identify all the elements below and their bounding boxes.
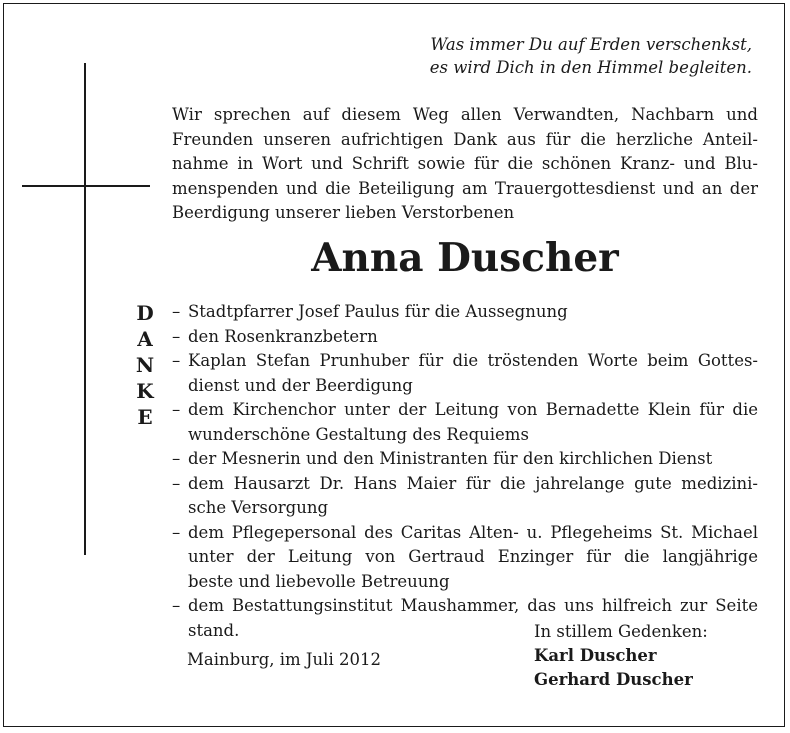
thanks-item [172,521,758,595]
thanks-line: stand. [188,620,240,640]
thanks-line: unter der Leitung von Gertraud Enzinger für die langjährige [188,547,758,566]
dash: – [172,326,181,346]
intro-line: Beerdigung unserer lieben Verstorbenen [172,203,515,222]
verse-line-1: Was immer Du auf Erden verschenkst, [430,35,752,54]
danke-letter: K [136,379,154,403]
thanks-line: dem Hausarzt Dr. Hans Maier für die jahrelange gute medizini- [188,473,758,493]
intro-line: nahme in Wort und Schrift sowie für die schönen Kranz- und Blu- [172,154,758,173]
danke-letter: E [137,405,153,429]
thanks-line: den Rosenkranzbetern [188,326,378,346]
thanks-item [172,472,758,521]
danke-letter: N [135,353,155,377]
verse-quote [430,33,752,79]
place-date: Mainburg, im Juli 2012 [187,650,381,669]
intro-line: menspenden und die Beteiligung am Trauergottesdienst und an der [172,178,758,198]
intro-paragraph [172,103,758,226]
thanks-line: der Mesnerin und den Ministranten für den kirchlichen Dienst [188,449,713,468]
thanks-item [172,398,758,447]
danke-letter: D [136,301,154,325]
thanks-line: dienst und der Beerdigung [188,375,413,395]
thanks-line: Kaplan Stefan Prunhuber für die tröstenden Worte beim Gottes- [188,351,758,370]
dash: – [172,522,181,542]
intro-line: Freunden unseren aufrichtigen Dank aus für die herzliche Anteil- [172,129,758,149]
danke-vertical [130,300,160,430]
cross-horizontal-bar [22,185,150,187]
deceased-name: Anna Duscher [311,235,619,281]
intro-line: Wir sprechen auf diesem Weg allen Verwandten, Nachbarn und [172,105,758,124]
thanks-line: sche Versorgung [188,498,329,517]
signer-name: Karl Duscher [534,646,657,665]
thanks-item [172,325,758,350]
dash: – [172,400,181,419]
thanks-list [172,300,758,643]
thanks-line: dem Kirchenchor unter der Leitung von Bernadette Klein für die [188,400,758,419]
closing-block [534,620,708,692]
dash: – [172,351,181,370]
thanks-line: dem Pflegepersonal des Caritas Alten- u. Pflegeheims St. Michael [188,522,758,542]
signer-name: Gerhard Duscher [534,670,693,689]
danke-letter: A [137,327,153,351]
thanks-line: beste und liebevolle Betreuung [188,571,450,591]
thanks-line: Stadtpfarrer Josef Paulus für die Aussegnung [188,302,568,321]
dash: – [172,596,181,615]
dash: – [172,473,181,493]
cross-vertical-bar [84,63,86,555]
closing-phrase: In stillem Gedenken: [534,622,708,641]
dash: – [172,302,181,321]
verse-line-2: es wird Dich in den Himmel begleiten. [429,58,752,77]
thanks-item [172,300,758,325]
thanks-item [172,447,758,472]
thanks-item [172,349,758,398]
thanks-line: dem Bestattungsinstitut Maushammer, das uns hilfreich zur Seite [188,596,758,615]
thanks-line: wunderschöne Gestaltung des Requiems [188,424,529,444]
dash: – [172,449,181,468]
